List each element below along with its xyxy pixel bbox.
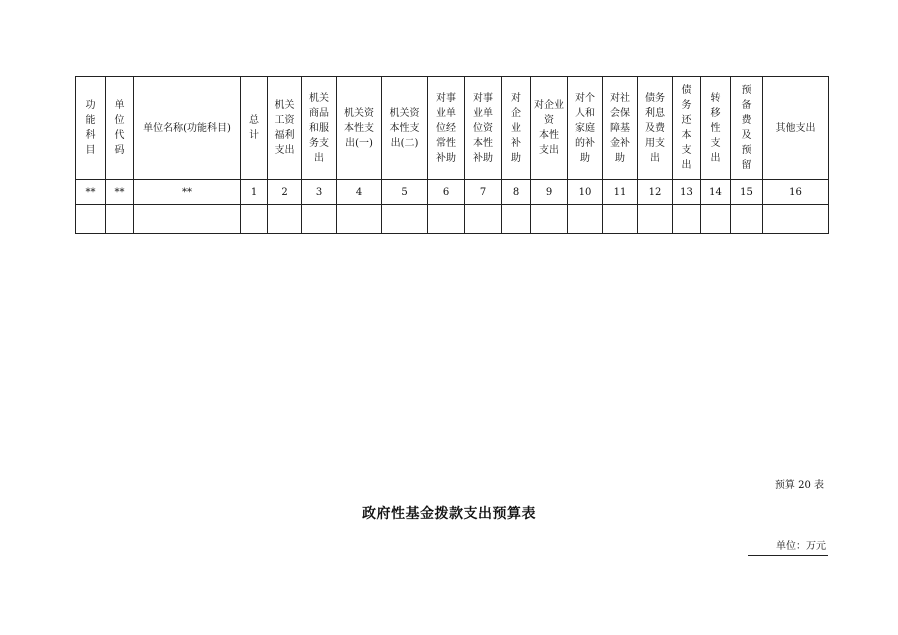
empty-cell [302, 205, 337, 234]
number-cell: 15 [731, 180, 763, 205]
number-cell: 12 [638, 180, 673, 205]
header-cell: 功 能 科 目 [76, 77, 106, 180]
number-cell: ** [134, 180, 241, 205]
empty-cell [531, 205, 568, 234]
header-cell: 单 位 代 码 [106, 77, 134, 180]
number-cell: 2 [268, 180, 302, 205]
number-cell: 4 [337, 180, 382, 205]
number-cell: 11 [603, 180, 638, 205]
header-cell: 对社 会保 障基 金补 助 [603, 77, 638, 180]
header-cell: 债务 利息 及费 用支 出 [638, 77, 673, 180]
column-number-row [76, 180, 829, 205]
header-cell: 对 企 业 补 助 [502, 77, 531, 180]
header-cell: 单位名称(功能科目) [134, 77, 241, 180]
number-cell: 14 [701, 180, 731, 205]
number-cell: 10 [568, 180, 603, 205]
empty-cell [268, 205, 302, 234]
header-cell: 机关 商品 和服 务支 出 [302, 77, 337, 180]
empty-cell [76, 205, 106, 234]
empty-cell [382, 205, 428, 234]
unit-label: 单位：万元 [748, 537, 828, 556]
empty-cell [603, 205, 638, 234]
number-cell: 1 [241, 180, 268, 205]
number-cell: 5 [382, 180, 428, 205]
empty-cell [337, 205, 382, 234]
budget-table [75, 76, 829, 234]
header-cell: 其他支出 [763, 77, 829, 180]
empty-cell [106, 205, 134, 234]
header-cell: 机关资 本性支 出(二) [382, 77, 428, 180]
empty-cell [465, 205, 502, 234]
page-title: 政府性基金拨款支出预算表 [362, 506, 536, 522]
header-cell: 对个 人和 家庭 的补 助 [568, 77, 603, 180]
empty-cell [673, 205, 701, 234]
empty-data-row [76, 205, 829, 234]
number-cell: 9 [531, 180, 568, 205]
empty-cell [763, 205, 829, 234]
number-cell: ** [106, 180, 134, 205]
empty-cell [638, 205, 673, 234]
header-cell: 机关 工资 福利 支出 [268, 77, 302, 180]
header-cell: 预 备 费 及 预 留 [731, 77, 763, 180]
number-cell: 6 [428, 180, 465, 205]
header-cell: 债 务 还 本 支 出 [673, 77, 701, 180]
header-cell: 对事 业单 位经 常性 补助 [428, 77, 465, 180]
empty-cell [568, 205, 603, 234]
number-cell: 13 [673, 180, 701, 205]
header-cell: 转 移 性 支 出 [701, 77, 731, 180]
number-cell: 7 [465, 180, 502, 205]
number-cell: 3 [302, 180, 337, 205]
table-number: 预算 20 表 [774, 480, 824, 491]
header-cell: 总 计 [241, 77, 268, 180]
empty-cell [502, 205, 531, 234]
header-cell: 机关资 本性支 出(一) [337, 77, 382, 180]
empty-cell [134, 205, 241, 234]
number-cell: 16 [763, 180, 829, 205]
empty-cell [701, 205, 731, 234]
header-cell: 对事 业单 位资 本性 补助 [465, 77, 502, 180]
number-cell: ** [76, 180, 106, 205]
empty-cell [428, 205, 465, 234]
empty-cell [241, 205, 268, 234]
number-cell: 8 [502, 180, 531, 205]
header-row [76, 77, 829, 180]
empty-cell [731, 205, 763, 234]
header-cell: 对企业资 本性 支出 [531, 77, 568, 180]
